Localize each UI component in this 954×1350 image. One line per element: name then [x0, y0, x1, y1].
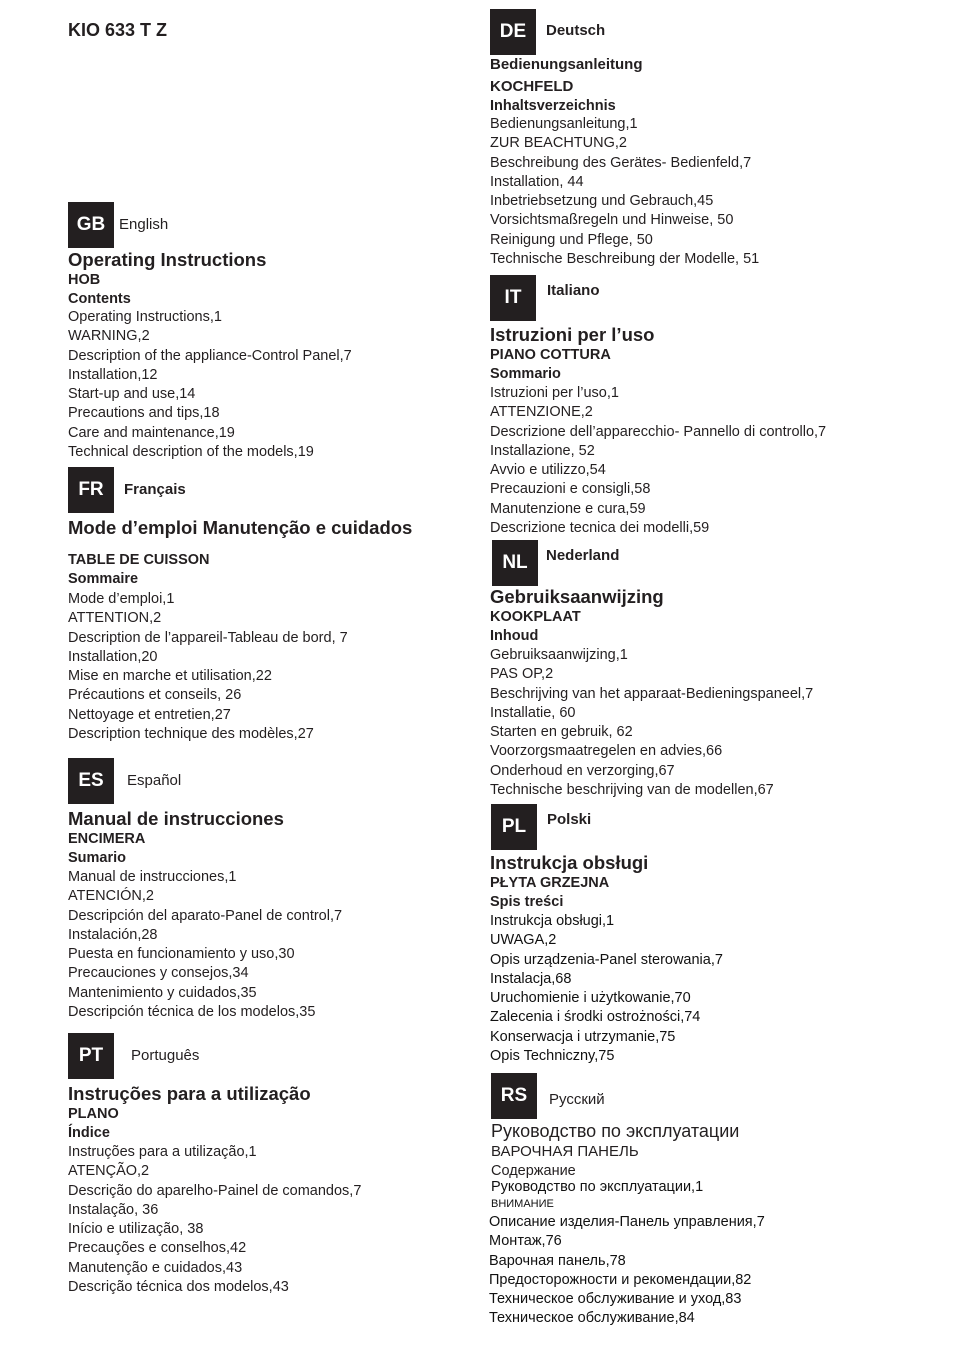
contents-heading: Sommaire — [68, 571, 139, 587]
section-rs — [491, 1073, 931, 1338]
section-nl — [492, 540, 932, 805]
contents-item: Mise en marche et utilisation,22 — [68, 668, 272, 685]
manual-title: Istruzioni per l’uso — [490, 324, 655, 345]
language-code-badge: PT — [68, 1033, 114, 1079]
contents-list — [68, 868, 342, 1022]
contents-heading: Inhoud — [490, 628, 539, 644]
contents-item: ATENCIÓN,2 — [68, 888, 154, 905]
contents-heading: Spis treści — [490, 894, 564, 910]
language-code-badge: ES — [68, 758, 114, 804]
product-type: PIANO COTTURA — [490, 347, 611, 363]
contents-item: Mantenimiento y cuidados,35 — [68, 984, 257, 1001]
contents-item: Installation,12 — [68, 366, 158, 383]
contents-item: Precauzioni e consigli,58 — [490, 481, 651, 498]
contents-item: Technische Beschreibung der Modelle, 51 — [490, 251, 760, 268]
contents-item: Descripción técnica de los modelos,35 — [68, 1004, 316, 1021]
contents-list — [490, 646, 813, 800]
contents-item: Bedienungsanleitung,1 — [490, 116, 638, 132]
manual-title: Руководство по эксплуатации — [491, 1121, 740, 1141]
contents-item: Mode d’emploi,1 — [68, 591, 175, 607]
contents-heading: Sommario — [490, 366, 561, 382]
section-fr — [68, 467, 488, 747]
contents-item: Предосторожности и рекомендации,82 — [489, 1271, 752, 1288]
section-es — [68, 758, 488, 1028]
product-type: TABLE DE CUISSON — [68, 552, 210, 568]
language-code-badge: DE — [490, 9, 536, 55]
contents-item: Descrição técnica dos modelos,43 — [68, 1279, 289, 1296]
contents-item: UWAGA,2 — [490, 932, 557, 949]
product-type: PŁYTA GRZEJNA — [490, 875, 610, 891]
section-pt — [68, 1033, 488, 1303]
language-code-badge: GB — [68, 202, 114, 248]
contents-item: Техническое обслуживание,84 — [489, 1310, 695, 1327]
contents-list — [68, 1143, 361, 1297]
language-name: Polski — [547, 811, 592, 828]
contents-item: Instrukcja obsługi,1 — [490, 913, 615, 929]
contents-heading: Índice — [68, 1125, 110, 1141]
contents-item: Puesta en funcionamiento y uso,30 — [68, 946, 295, 963]
contents-list — [490, 384, 826, 538]
contents-item: Description of the appliance-Control Panel,7 — [68, 347, 352, 364]
contents-item: Manutenzione e cura,59 — [490, 500, 646, 517]
contents-heading: Sumario — [68, 850, 127, 866]
section-gb — [68, 202, 488, 472]
product-type: HOB — [68, 272, 101, 288]
contents-item: Beschreibung des Gerätes- Bedienfeld,7 — [490, 154, 752, 171]
product-type: PLANO — [68, 1106, 119, 1122]
contents-item: ATTENTION,2 — [68, 610, 162, 627]
contents-item: Precautions and tips,18 — [68, 405, 220, 422]
section-de — [490, 9, 930, 271]
section-it — [490, 275, 930, 540]
contents-item: Konserwacja i utrzymanie,75 — [490, 1028, 676, 1045]
language-name: Português — [131, 1047, 200, 1064]
contents-item: Руководство по эксплуатации,1 — [491, 1179, 704, 1195]
contents-heading: Содержание — [491, 1163, 576, 1179]
manual-title: Instrukcja obsługi — [490, 852, 649, 873]
manual-title: Operating Instructions — [68, 249, 267, 270]
contents-item: ATENÇÃO,2 — [68, 1163, 150, 1180]
contents-item: Starten en gebruik, 62 — [490, 724, 633, 741]
contents-item: Onderhoud en verzorging,67 — [490, 762, 675, 779]
contents-item: Opis Techniczny,75 — [490, 1048, 615, 1065]
contents-item: WARNING,2 — [68, 328, 150, 345]
contents-item: Nettoyage et entretien,27 — [68, 706, 231, 723]
contents-item: Start-up and use,14 — [68, 386, 196, 403]
contents-item: PAS OP,2 — [490, 666, 554, 683]
contents-list — [490, 912, 723, 1066]
language-code-badge: NL — [492, 540, 538, 586]
manual-title: Mode d’emploi Manutenção e cuidados — [68, 517, 413, 538]
contents-item: Zalecenia i środki ostrożności,74 — [490, 1009, 701, 1026]
language-name: Deutsch — [546, 22, 606, 39]
contents-item: Precauções e conselhos,42 — [68, 1240, 247, 1257]
contents-item: Монтаж,76 — [489, 1233, 562, 1250]
contents-item: Описание изделия-Панель управления,7 — [489, 1214, 765, 1230]
product-type: ENCIMERA — [68, 831, 146, 847]
contents-item: Beschrijving van het apparaat-Bedieningspaneel,7 — [490, 685, 814, 702]
language-code-badge: RS — [491, 1073, 537, 1119]
model-number: KIO 633 T Z — [68, 20, 168, 40]
contents-item: Gebruiksaanwijzing,1 — [490, 647, 628, 663]
manual-title: Instruções para a utilização — [68, 1083, 311, 1104]
contents-heading: Contents — [68, 291, 131, 307]
product-type: KOCHFELD — [490, 78, 574, 95]
contents-item: ВНИМАНИЕ — [491, 1198, 554, 1210]
language-code-badge: IT — [490, 275, 536, 321]
contents-item: Descrizione dell’apparecchio- Pannello di controllo,7 — [490, 423, 827, 440]
contents-item: Manutenção e cuidados,43 — [68, 1259, 243, 1276]
manual-title: Bedienungsanleitung — [490, 56, 643, 73]
contents-item: Istruzioni per l’uso,1 — [490, 385, 619, 401]
contents-item: Instalación,28 — [68, 926, 158, 943]
contents-item: Installation,20 — [68, 648, 158, 665]
contents-item: Voorzorgsmaatregelen en advies,66 — [490, 743, 723, 760]
language-name: Español — [127, 772, 182, 789]
contents-item: Opis urządzenia-Panel sterowania,7 — [490, 951, 723, 968]
contents-item: Варочная панель,78 — [489, 1252, 626, 1269]
language-name: Italiano — [547, 282, 600, 299]
contents-list — [68, 590, 348, 744]
contents-item: Précautions et conseils, 26 — [68, 687, 242, 704]
contents-item: Manual de instrucciones,1 — [68, 869, 237, 885]
product-type: KOOKPLAAT — [490, 609, 581, 625]
product-type: ВАРОЧНАЯ ПАНЕЛЬ — [491, 1143, 639, 1160]
contents-item: Техническое обслуживание и уход,83 — [489, 1291, 742, 1308]
language-name: Nederland — [546, 547, 620, 564]
contents-item: Início e utilização, 38 — [68, 1221, 204, 1238]
contents-heading: Inhaltsverzeichnis — [490, 98, 616, 114]
contents-item: Descrição do aparelho-Painel de comandos,7 — [68, 1182, 362, 1199]
contents-item: Uruchomienie i użytkowanie,70 — [490, 990, 691, 1007]
manual-title: Gebruiksaanwijzing — [490, 586, 664, 607]
contents-item: Precauciones y consejos,34 — [68, 965, 249, 982]
contents-item: Technische beschrijving van de modellen,67 — [490, 782, 774, 799]
contents-item: Vorsichtsmaßregeln und Hinweise, 50 — [490, 212, 734, 229]
contents-item: Description technique des modèles,27 — [68, 726, 314, 743]
contents-list — [489, 1179, 765, 1329]
manual-title: Manual de instrucciones — [68, 808, 284, 829]
language-name: English — [119, 216, 169, 233]
contents-item: Installazione, 52 — [490, 442, 595, 459]
contents-list — [68, 308, 352, 462]
contents-item: ATTENZIONE,2 — [490, 404, 593, 421]
contents-item: Avvio e utilizzo,54 — [490, 462, 606, 479]
contents-item: Operating Instructions,1 — [68, 309, 222, 325]
language-code-badge: FR — [68, 467, 114, 513]
contents-item: Reinigung und Pflege, 50 — [490, 231, 653, 248]
contents-item: Installation, 44 — [490, 173, 584, 190]
language-name: Русский — [549, 1091, 605, 1108]
section-pl — [491, 804, 931, 1069]
contents-item: Descripción del aparato-Panel de control,7 — [68, 907, 343, 924]
contents-item: Instalação, 36 — [68, 1201, 159, 1218]
contents-item: Technical description of the models,19 — [68, 444, 314, 461]
contents-list — [490, 115, 759, 269]
contents-item: Installatie, 60 — [490, 704, 576, 721]
language-name: Français — [124, 481, 186, 498]
contents-item: Description de l’appareil-Tableau de bord, 7 — [68, 629, 348, 646]
contents-item: Instruções para a utilização,1 — [68, 1144, 257, 1160]
language-code-badge: PL — [491, 804, 537, 850]
contents-item: Instalacja,68 — [490, 970, 572, 987]
contents-item: ZUR BEACHTUNG,2 — [490, 135, 627, 152]
contents-item: Descrizione tecnica dei modelli,59 — [490, 520, 710, 537]
contents-item: Inbetriebsetzung und Gebrauch,45 — [490, 193, 714, 210]
contents-item: Care and maintenance,19 — [68, 424, 235, 441]
